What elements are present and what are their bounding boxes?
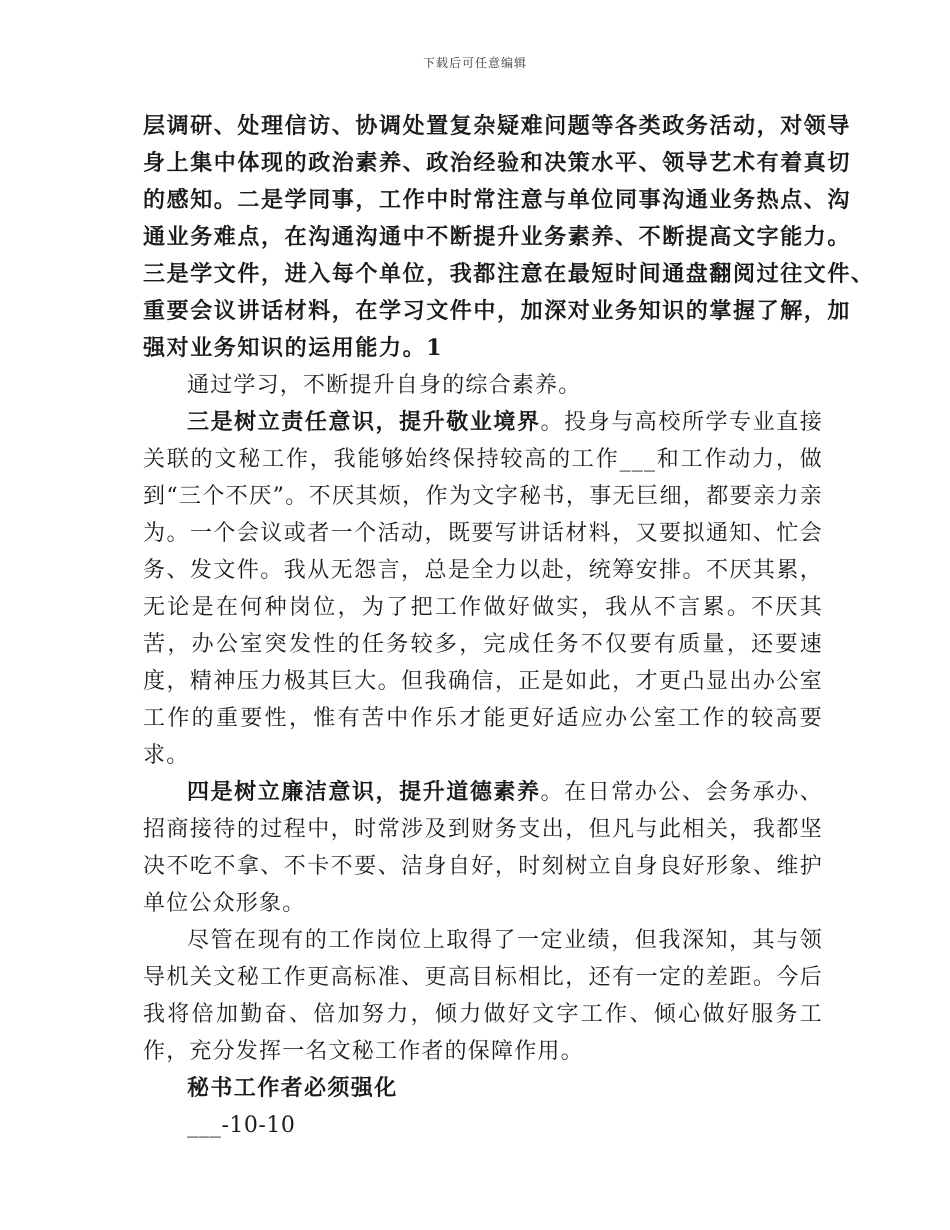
paragraph-conclusion: 尽管在现有的工作岗位上取得了一定业绩，但我深知，其与领导机关文秘工作更高标准、更高目标相比，还有一定的差距。今后我将倍加勤奋、倍加努力，倾力做好文字工作、倾心做好服务工作，充分发挥一名文秘工作者的保障作用。	[143, 928, 823, 1064]
paragraph-body: 。在日常办公、会务承办、招商接待的过程中，时常涉及到财务支出，但凡与此相关，我都坚决不吃不拿、不卡不要、洁身自好，时刻树立自身良好形象、维护单位公众形象。	[143, 780, 823, 916]
paragraph-integrity	[143, 774, 823, 922]
paragraph-body: 。投身与高校所学专业直接关联的文秘工作，我能够始终保持较高的工作___和工作动力，做到“三个不厌”。不厌其烦，作为文字秘书，事无巨细，都要亲力亲为。一个会议或者一个活动，既要写讲话材料，又要拟通知、忙会务、发文件。我从无怨言，总是全力以赴，统筹安排。不厌其累，无论是在何种岗位，为了把工作做好做实，我从不言累。不厌其苦，办公室突发性的任务较多，完成任务不仅要有质量，还要速度，精神压力极其巨大。但我确信，正是如此，才更凸显出办公室工作的重要性，惟有苦中作乐才能更好适应办公室工作的较高要求。	[143, 410, 823, 768]
intro-bold-block	[143, 108, 875, 367]
intro-line: 强对业务知识的运用能力。1	[143, 335, 444, 361]
intro-line: 身上集中体现的政治素养、政治经验和决策水平、领导艺术有着真切	[143, 150, 852, 176]
date-line: ___-10-10	[187, 1113, 296, 1138]
page-header: 下载后可任意编辑	[422, 56, 527, 70]
document-body	[143, 108, 875, 1144]
paragraph-heading: 四是树立廉洁意识，提升道德素养	[187, 779, 541, 805]
intro-line: 的感知。二是学同事，工作中时常注意与单位同事沟通业务热点、沟	[143, 187, 852, 213]
intro-line: 通业务难点，在沟通沟通中不断提升业务素养、不断提高文字能力。	[143, 224, 852, 250]
paragraph-responsibility	[143, 404, 823, 774]
intro-line: 三是学文件，进入每个单位，我都注意在最短时间通盘翻阅过往文件、	[143, 261, 875, 287]
intro-line: 层调研、处理信访、协调处置复杂疑难问题等各类政务活动，对领导	[143, 113, 852, 139]
intro-line: 重要会议讲话材料，在学习文件中，加深对业务知识的掌握了解，加	[143, 298, 852, 324]
paragraph-heading: 三是树立责任意识，提升敬业境界	[187, 409, 541, 435]
paragraph-study-summary: 通过学习，不断提升自身的综合素养。	[187, 373, 582, 398]
signature-line: 秘书工作者必须强化	[187, 1075, 398, 1101]
